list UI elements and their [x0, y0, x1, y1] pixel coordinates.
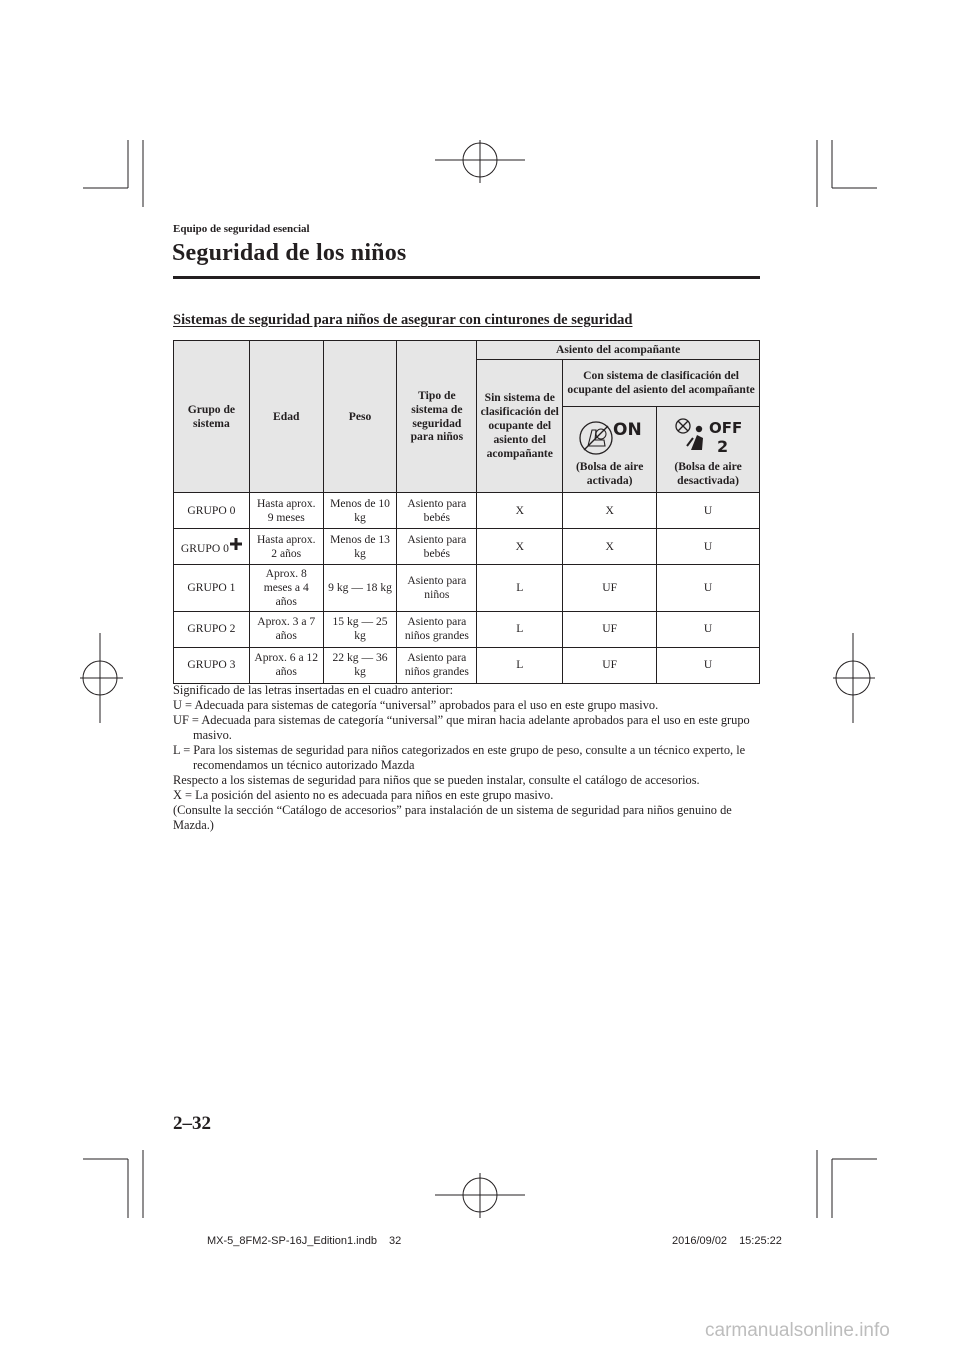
group-label: GRUPO 0 — [180, 541, 229, 555]
footer-file: MX-5_8FM2-SP-16J_Edition1.indb — [207, 1235, 377, 1247]
header-group: Grupo de sistema — [174, 341, 250, 493]
cell-weight: Menos de 10 kg — [323, 493, 397, 529]
cell-age: Aprox. 3 a 7 años — [249, 611, 323, 647]
cell-type: Asiento para niños grandes — [397, 647, 477, 683]
page-number: 2–32 — [173, 1113, 211, 1134]
child-seat-table — [173, 340, 760, 684]
header-airbag-off — [657, 407, 760, 493]
cell-type: Asiento para niños grandes — [397, 611, 477, 647]
cell-weight: 9 kg — 18 kg — [323, 565, 397, 612]
cell-without: L — [477, 611, 563, 647]
cell-airbag-on: UF — [563, 611, 657, 647]
footer-page: 32 — [388, 1235, 402, 1247]
cell-airbag-off: U — [657, 529, 760, 565]
footer-file-info — [207, 1235, 401, 1247]
cell-group: GRUPO 3 — [174, 647, 250, 683]
airbag-on-icon — [578, 416, 642, 456]
cell-weight: 15 kg — 25 kg — [323, 611, 397, 647]
footer-time: 15:25:22 — [739, 1235, 782, 1247]
cell-airbag-on: UF — [563, 565, 657, 612]
table-row — [174, 611, 760, 647]
note-uf: UF = Adecuada para sistemas de categoría “universal” que miran hacia adelante aprobados para el uso en este grupo masivo. — [173, 713, 750, 742]
cell-airbag-off: U — [657, 647, 760, 683]
table-row — [174, 529, 760, 565]
cell-airbag-on: X — [563, 493, 657, 529]
cell-type: Asiento para bebés — [397, 529, 477, 565]
cell-without: X — [477, 529, 563, 565]
subheading: Sistemas de seguridad para niños de asegurar con cinturones de seguridad — [173, 312, 633, 328]
title-rule — [173, 276, 760, 279]
header-age: Edad — [249, 341, 323, 493]
cell-weight: Menos de 13 kg — [323, 529, 397, 565]
table-row — [174, 647, 760, 683]
airbag-off-caption: (Bolsa de aire desactivada) — [674, 459, 742, 487]
note-x: X = La posición del asiento no es adecuada para niños en este grupo masivo. — [173, 788, 554, 802]
cell-group: GRUPO 2 — [174, 611, 250, 647]
note-intro: Significado de las letras insertadas en el cuadro anterior: — [173, 683, 454, 697]
airbag-on-caption: (Bolsa de aire activada) — [575, 459, 644, 487]
plus-icon — [230, 538, 242, 550]
note-catalog: (Consulte la sección “Catálogo de accesorios” para instalación de un sistema de seguridad para niños genuino de Mazda.) — [173, 803, 732, 832]
cell-airbag-off: U — [657, 565, 760, 612]
cell-weight: 22 kg — 36 kg — [323, 647, 397, 683]
header-with-system: Con sistema de clasificación del ocupante del asiento del acompañante — [563, 360, 760, 407]
svg-text:2: 2 — [717, 436, 729, 456]
table-row — [174, 493, 760, 529]
page-title: Seguridad de los niños — [172, 240, 407, 266]
footer-date: 2016/09/02 — [672, 1235, 728, 1247]
cell-without: L — [477, 565, 563, 612]
header-airbag-on — [563, 407, 657, 493]
watermark: carmanualsonline.info — [705, 1320, 890, 1341]
header-type: Tipo de sistema de seguridad para niños — [397, 341, 477, 493]
cell-group — [174, 529, 250, 565]
note-l: L = Para los sistemas de seguridad para niños categorizados en este grupo de peso, consulte a un técnico experto, le recomendamos un técnico autorizado Mazda — [173, 743, 746, 772]
header-weight: Peso — [323, 341, 397, 493]
header-without-system: Sin sistema de clasificación del ocupante del asiento del acompañante — [477, 360, 563, 493]
cell-group: GRUPO 0 — [174, 493, 250, 529]
cell-airbag-on: UF — [563, 647, 657, 683]
cell-airbag-off: U — [657, 611, 760, 647]
section-label: Equipo de seguridad esencial — [173, 223, 310, 235]
table-row — [174, 565, 760, 612]
cell-age: Aprox. 8 meses a 4 años — [249, 565, 323, 612]
note-u: U = Adecuada para sistemas de categoría “universal” aprobados para el uso en este grupo masivo. — [173, 698, 659, 712]
cell-airbag-off: U — [657, 493, 760, 529]
cell-airbag-on: X — [563, 529, 657, 565]
notes — [173, 683, 763, 833]
cell-age: Hasta aprox. 2 años — [249, 529, 323, 565]
header-passenger-seat: Asiento del acompañante — [477, 341, 760, 360]
note-accessories: Respecto a los sistemas de seguridad para niños que se pueden instalar, consulte el catálogo de accesorios. — [173, 773, 700, 787]
cell-type: Asiento para niños — [397, 565, 477, 612]
cell-type: Asiento para bebés — [397, 493, 477, 529]
cell-without: L — [477, 647, 563, 683]
cell-age: Aprox. 6 a 12 años — [249, 647, 323, 683]
cell-age: Hasta aprox. 9 meses — [249, 493, 323, 529]
cell-group: GRUPO 1 — [174, 565, 250, 612]
svg-text:ON: ON — [612, 419, 642, 440]
airbag-off-icon — [673, 416, 743, 456]
svg-text:OFF: OFF — [709, 418, 743, 437]
cell-without: X — [477, 493, 563, 529]
footer-timestamp — [672, 1235, 782, 1247]
